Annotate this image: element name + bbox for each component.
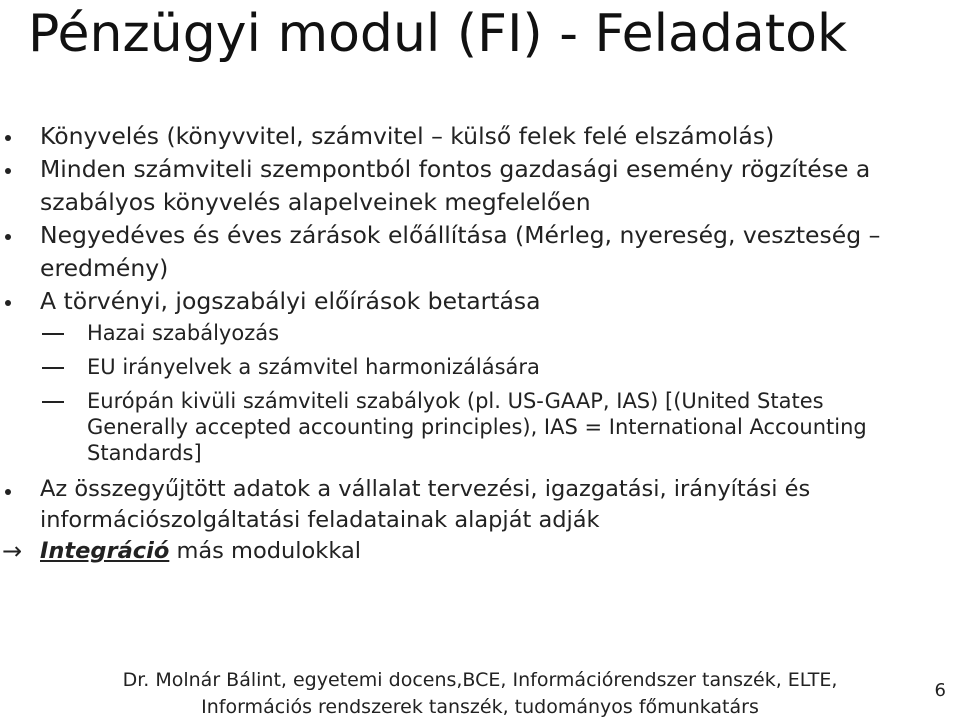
page-number: 6	[934, 680, 946, 701]
bullet-item	[0, 219, 900, 285]
sub-bullet-item	[0, 388, 927, 466]
bullet-text: A törvényi, jogszabályi előírások betartása	[40, 287, 541, 315]
bullet-text: Minden számviteli szempontból fontos gazdasági esemény rögzítése a szabályos könyvelés alapelveinek megfelelően	[40, 155, 871, 216]
bullet-list	[0, 120, 960, 567]
bullet-item	[0, 474, 900, 567]
bullet-text: Negyedéves és éves zárások előállítása (Mérleg, nyereség, veszteség – eredmény)	[40, 221, 881, 282]
dash-icon	[42, 367, 64, 369]
bullet-dot-icon	[5, 234, 11, 240]
sub-bullet-text: Hazai szabályozás	[87, 321, 280, 345]
sub-bullet-text: EU irányelvek a számvitel harmonizálására	[87, 355, 540, 379]
footer-line: Dr. Molnár Bálint, egyetemi docens,BCE, Információrendszer tanszék, ELTE,	[122, 669, 838, 691]
bullet-dot-icon	[5, 135, 11, 141]
bullet-item	[0, 285, 900, 318]
bullet-dot-icon	[5, 489, 11, 495]
arrow-right-icon: →	[2, 537, 23, 565]
dash-icon	[42, 333, 64, 335]
sub-bullet-text: Európán kivüli számviteli szabályok (pl. US-GAAP, IAS) [(United States Generally accepted accounting principles), IAS = International Accounting Standards]	[87, 389, 867, 465]
integration-word: Integráció	[40, 538, 170, 564]
slide-footer	[0, 667, 960, 721]
footer-line: Információs rendszerek tanszék, tudományos főmunkatárs	[201, 696, 759, 718]
integration-rest: más modulokkal	[176, 538, 361, 564]
bullet-text: Könyvelés (könyvvitel, számvitel – külső felek felé elszámolás)	[40, 122, 775, 150]
slide-title: Pénzügyi modul (FI) - Feladatok	[28, 4, 848, 64]
sub-bullet-item	[0, 354, 927, 380]
bullet-dot-icon	[5, 300, 11, 306]
bullet-item	[0, 153, 900, 219]
bullet-dot-icon	[5, 168, 11, 174]
bullet-item	[0, 120, 900, 153]
dash-icon	[42, 401, 64, 403]
sub-bullet-item	[0, 320, 927, 346]
integration-line	[2, 536, 900, 567]
bullet-text: Az összegyűjtött adatok a vállalat tervezési, igazgatási, irányítási és információszolgáltatási feladatainak alapját adják	[40, 476, 811, 533]
